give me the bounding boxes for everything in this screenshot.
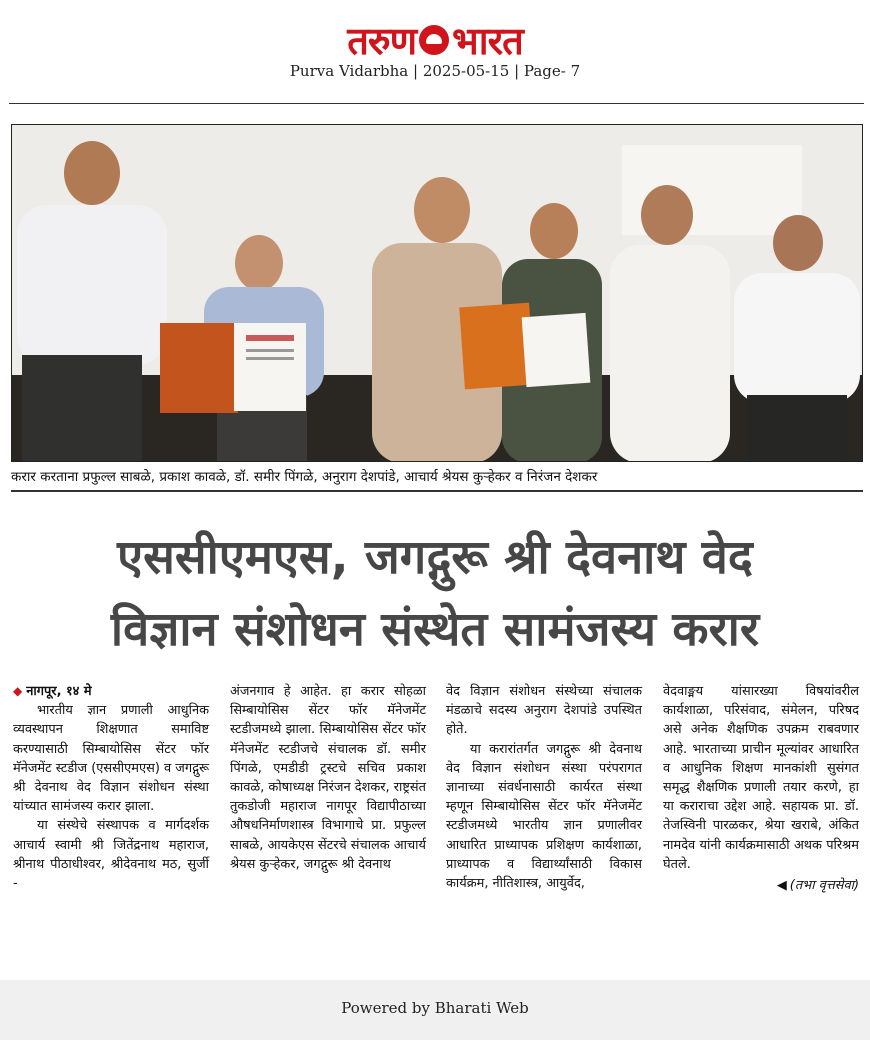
- separator: |: [509, 62, 524, 80]
- photo-caption: करार करताना प्रफुल्ल साबळे, प्रकाश कावळे, डॉ. समीर पिंगळे, अनुराग देशपांडे, आचार्य श्रेयस कुऱ्हेकर व निरंजन देशकर: [11, 469, 598, 485]
- paragraph: अंजनगाव हे आहेत. हा करार सोहळा सिम्बायोसिस सेंटर फॉर मॅनेजमेंट स्टडीजमध्ये झाला. सिम्बायोसिस सेंटर फॉर मॅनेजमेंट स्टडीजचे संचालक डॉ. समीर पिंगळे, एमडीडी ट्रस्टचे सचिव प्रकाश कावळे, कोषाध्यक्ष निरंजन देशकर, राष्ट्रसंत तुकडोजी महाराज नागपूर विद्यापीठाच्या औषधनिर्माणशास्त्र विभागाचे प्रा. प्रफुल्ल साबळे, आयकेएस सेंटरचे संचालक आचार्य श्रेयस कुऱ्हेकर, जगद्गुरू श्री देवनाथ: [230, 684, 426, 872]
- article-column-3: [446, 682, 642, 893]
- logo-emblem-icon: [419, 25, 449, 55]
- paragraph: या करारांतर्गत जगद्गुरू श्री देवनाथ वेद विज्ञान संशोधन संस्था परंपरागत ज्ञानाच्या संवर्धनासाठी कार्यरत संस्था म्हणून सिम्बायोसिस सेंटर फॉर मॅनेजमेंट स्टडीजमध्ये भारतीय ज्ञान प्रणालीवर आधारित प्राध्यापक प्रशिक्षण कार्यशाळा, प्राध्यापक व विद्यार्थ्यांसाठी विकास कार्यक्रम, नीतिशास्त्र, आयुर्वेद,: [446, 741, 642, 892]
- headline-line-2: विज्ञान संशोधन संस्थेत सामंजस्य करार: [110, 602, 760, 657]
- caption-divider: [11, 490, 863, 492]
- separator: |: [408, 62, 423, 80]
- paragraph: या संस्थेचे संस्थापक व मार्गदर्शक आचार्य स्वामी श्री जितेंद्रनाथ महाराज, श्रीनाथ पीठाधीश्वर, श्रीदेवनाथ मठ, सुर्जी -: [13, 818, 209, 892]
- masthead-divider: [9, 103, 864, 104]
- paragraph: वेद विज्ञान संशोधन संस्थेच्या संचालक मंडळाचे सदस्य अनुराग देशपांडे उपस्थित होते.: [446, 684, 642, 738]
- dateline-paragraph: [13, 682, 209, 701]
- source-text: (तभा वृत्तसेवा): [789, 878, 859, 894]
- logo-word-right: भारत: [452, 19, 523, 63]
- article-column-2: [230, 682, 426, 874]
- article-photo: [11, 124, 863, 462]
- edition-dateline: [0, 62, 870, 80]
- article-dateline: नागपूर, १४ मे: [26, 684, 92, 699]
- photo-illustration: [12, 125, 863, 462]
- edition-date: 2025-05-15: [422, 62, 510, 80]
- page-number: Page- 7: [523, 62, 581, 80]
- edition-name: Purva Vidarbha: [289, 62, 409, 80]
- headline-line-1: एससीएमएस, जगद्गुरू श्री देवनाथ वेद: [117, 530, 753, 585]
- footer-credit[interactable]: Powered by Bharati Web: [341, 999, 529, 1017]
- source-credit: [663, 876, 859, 895]
- masthead: [0, 0, 870, 104]
- article-column-4: [663, 682, 859, 895]
- paragraph: वेदवाङ्मय यांसारख्या विषयांवरील कार्यशाळा, परिसंवाद, संमेलन, परिषद असे अनेक शैक्षणिक उपक्रम राबवणार आहे. भारताच्या प्राचीन मूल्यांवर आधारित व आधुनिक शिक्षण मानकांशी सुसंगत समृद्ध शैक्षणिक प्रणाली तयार करणे, हा या कराराचा उद्देश आहे. सहायक प्रा. डॉ. तेजस्विनी पारळकर, श्रेया खराबे, अंकित नामदेव यांनी कार्यक्रमासाठी अथक परिश्रम घेतले.: [663, 684, 859, 872]
- article-headline[interactable]: [0, 522, 870, 666]
- newspaper-logo[interactable]: [0, 14, 870, 63]
- triangle-icon: ◀: [776, 878, 787, 894]
- paragraph: भारतीय ज्ञान प्रणाली आधुनिक व्यवस्थापन शिक्षणात समाविष्ट करण्यासाठी सिम्बायोसिस सेंटर फॉर मॅनेजमेंट स्टडीज (एससीएमएस) व जगद्गुरू श्री देवनाथ वेद विज्ञान संशोधन संस्था यांच्यात सामंजस्य करार झाला.: [13, 703, 209, 815]
- article-column-1: [13, 682, 209, 893]
- logo-word-left: तरुण: [347, 19, 417, 63]
- diamond-icon: ◆: [13, 684, 23, 698]
- page-footer: [0, 980, 870, 1040]
